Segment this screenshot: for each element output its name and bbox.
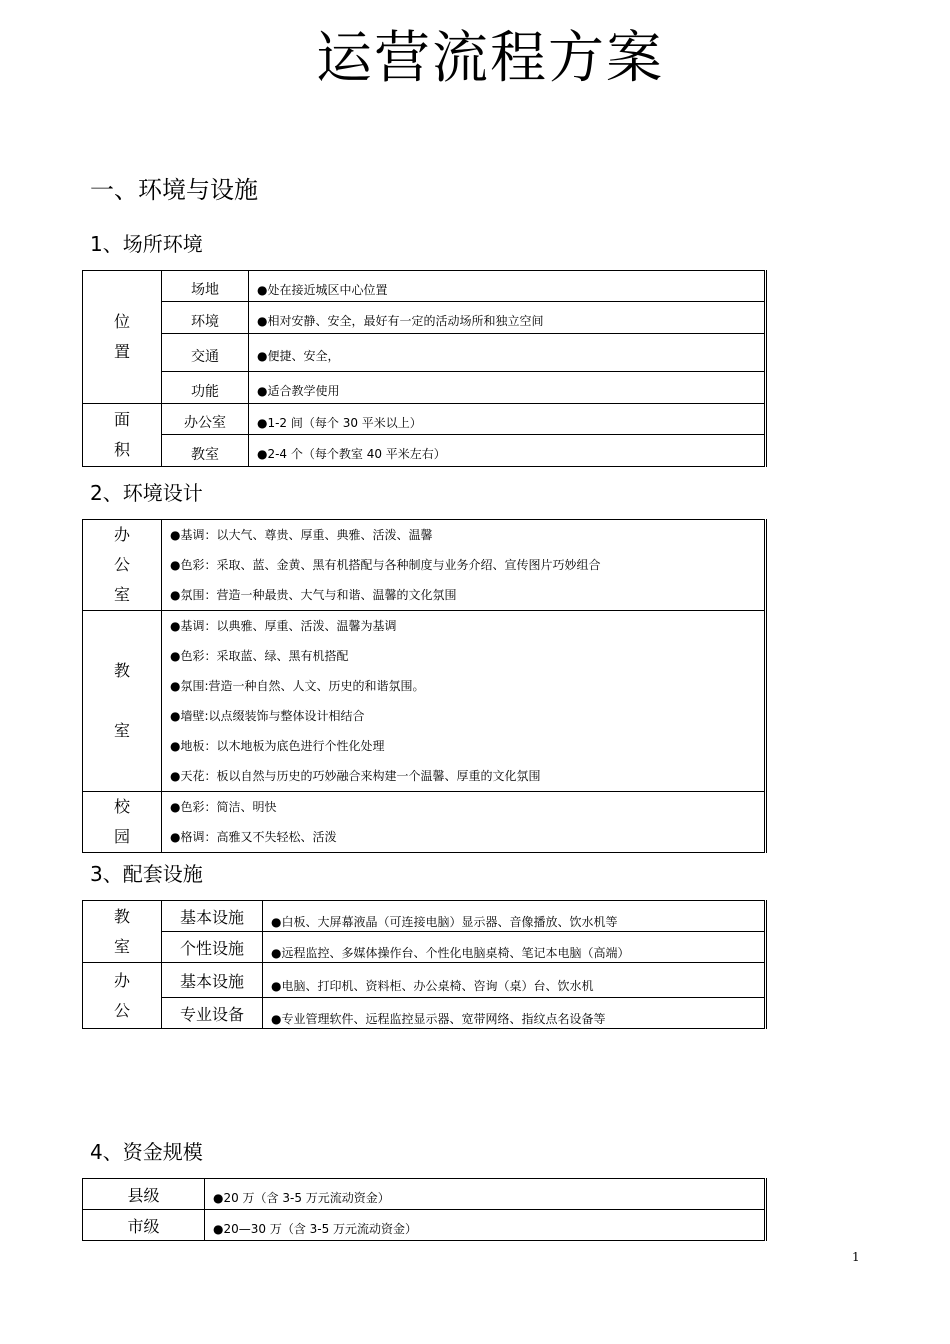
campus-design: ●色彩：简洁、明快 ●格调：高雅又不失轻松、活泼 <box>162 792 766 853</box>
row-name: 办公室 <box>162 404 249 435</box>
row-content: ●20 万（含 3-5 万元流动资金） <box>205 1179 766 1210</box>
classroom-label: 教 室 <box>83 611 162 792</box>
subsection-heading-site: 1、场所环境 <box>90 232 203 256</box>
environment-design-table <box>82 519 767 853</box>
page-title: 运营流程方案 <box>316 26 664 91</box>
row-name: 功能 <box>162 372 249 404</box>
row-name: 县级 <box>83 1179 205 1210</box>
section-heading: 一、环境与设施 <box>90 176 258 204</box>
row-content: ●相对安静、安全，最好有一定的活动场所和独立空间 <box>249 302 766 334</box>
row-content: ●远程监控、多媒体操作台、个性化电脑桌椅、笔记本电脑（高端） <box>263 932 766 963</box>
area-label: 面 积 <box>83 404 162 467</box>
office-design: ●基调：以大气、尊贵、厚重、典雅、活泼、温馨 ●色彩：采取、蓝、金黄、黑有机搭配与各种制度与业务介绍、宣传图片巧妙组合 ●氛围：营造一种最贵、大气与和谐、温馨的文化氛围 <box>162 520 766 611</box>
row-name: 场地 <box>162 271 249 302</box>
campus-label: 校 园 <box>83 792 162 853</box>
row-name: 交通 <box>162 334 249 372</box>
row-name: 基本设施 <box>162 963 263 998</box>
row-name: 教室 <box>162 435 249 467</box>
classroom-design: ●基调：以典雅、厚重、活泼、温馨为基调 ●色彩：采取蓝、绿、黑有机搭配 ●氛围:营造一种自然、人文、历史的和谐氛围。 ●墙壁:以点缀装饰与整体设计相结合 ●地板：以木地板为底色进行个性化处理 ●天花：板以自然与历史的巧妙融合来构建一个温馨、厚重的文化氛围 <box>162 611 766 792</box>
row-content: ●电脑、打印机、资料柜、办公桌椅、咨询（桌）台、饮水机 <box>263 963 766 998</box>
row-content: ●专业管理软件、远程监控显示器、宽带网络、指纹点名设备等 <box>263 998 766 1029</box>
subsection-heading-funding: 4、资金规模 <box>90 1140 203 1164</box>
row-name: 市级 <box>83 1210 205 1241</box>
site-environment-table <box>82 270 767 467</box>
subsection-heading-design: 2、环境设计 <box>90 481 203 505</box>
row-name: 环境 <box>162 302 249 334</box>
row-content: ●处在接近城区中心位置 <box>249 271 766 302</box>
facilities-table <box>82 900 767 1029</box>
row-content: ●适合教学使用 <box>249 372 766 404</box>
row-content: ●20—30 万（含 3-5 万元流动资金） <box>205 1210 766 1241</box>
row-content: ●白板、大屏幕液晶（可连接电脑）显示器、音像播放、饮水机等 <box>263 901 766 932</box>
office-label: 办 公 室 <box>83 520 162 611</box>
row-content: ●便捷、安全， <box>249 334 766 372</box>
page-number: 1 <box>852 1250 860 1264</box>
row-content: ●1-2 间（每个 30 平米以上） <box>249 404 766 435</box>
row-name: 专业设备 <box>162 998 263 1029</box>
row-name: 基本设施 <box>162 901 263 932</box>
row-name: 个性设施 <box>162 932 263 963</box>
classroom-label: 教 室 <box>83 901 162 963</box>
subsection-heading-facilities: 3、配套设施 <box>90 862 203 886</box>
office-label: 办 公 <box>83 963 162 1029</box>
funding-table <box>82 1178 767 1241</box>
row-content: ●2-4 个（每个教室 40 平米左右） <box>249 435 766 467</box>
position-label: 位 置 <box>83 271 162 404</box>
